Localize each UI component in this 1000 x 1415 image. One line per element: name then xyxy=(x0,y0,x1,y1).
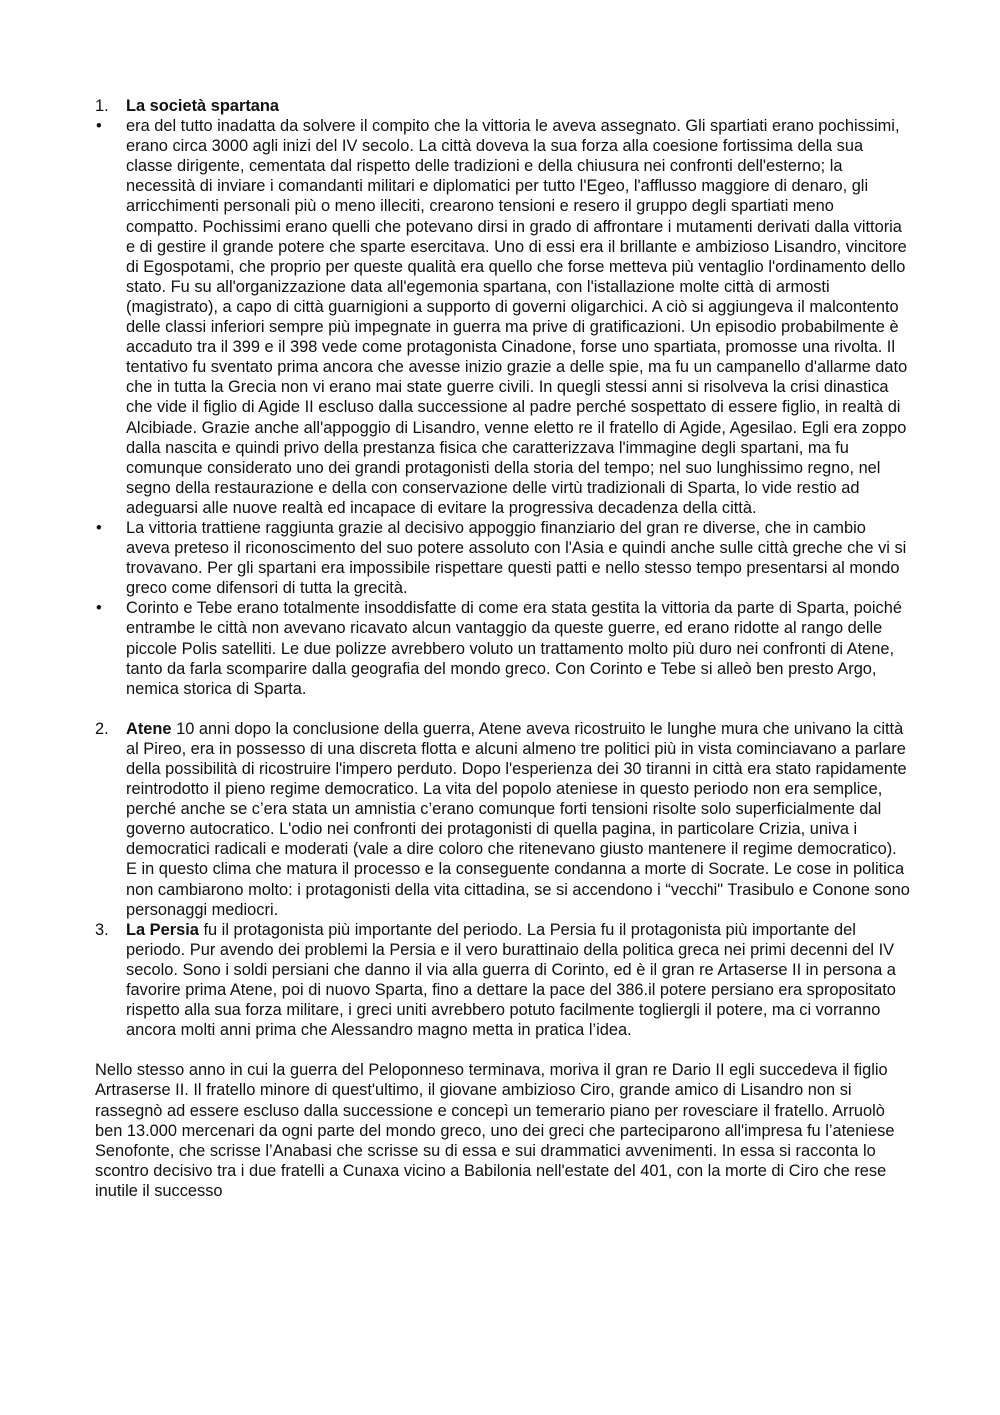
list-item-text: Corinto e Tebe erano totalmente insoddisfatte di come era stata gestita la vittoria da parte di Sparta, poiché entrambe le città non avevano ricavato alcun vantaggio da queste guerre, ed erano ridotte al rango delle piccole Polis satelliti. Le due polizze avrebbero voluto un trattamento molto più duro nei confronti di Atene, tanto da farla scomparire dalla geografia del mondo greco. Con Corinto e Tebe si alleò ben presto Argo, nemica storica di Sparta. xyxy=(126,599,902,698)
bullet-icon: • xyxy=(96,518,102,537)
bullet-icon: • xyxy=(96,599,102,618)
section-number: 2. xyxy=(95,719,109,738)
document-page xyxy=(95,96,910,1201)
list-item xyxy=(95,598,910,698)
spacer xyxy=(95,1040,910,1060)
section-persia xyxy=(95,920,910,1041)
list-item xyxy=(95,116,910,518)
section-spartan-society xyxy=(95,96,910,699)
closing-paragraph: Nello stesso anno in cui la guerra del Peloponneso terminava, moriva il gran re Dario II egli succedeva il figlio Artraserse II. Il fratello minore di quest'ultimo, il giovane ambizioso Ciro, grande amico di Lisandro non si rassegnò ad essere escluso dalla successione e concepì un temerario piano per rovesciare il fratello. Arruolò ben 13.000 mercenari da ogni parte del mondo greco, uno dei greci che parteciparono all'impresa fu l’ateniese Senofonte, che scrisse l’Anabasi che scrisse su di essa e sui drammatici avvenimenti. In essa si racconta lo scontro decisivo tra i due fratelli a Cunaxa vicino a Babilonia nell'estate del 401, con la morte di Ciro che rese inutile il successo xyxy=(95,1061,895,1200)
section-number: 3. xyxy=(95,920,109,939)
section-text: fu il protagonista più importante del periodo. La Persia fu il protagonista più importante del periodo. Pur avendo dei problemi la Persia e il vero burattinaio della politica greca nei primi decenni del IV secolo. Sono i soldi persiani che danno il via alla guerra di Corinto, ed è il gran re Artaserse II in persona a favorire prima Atene, poi di nuovo Sparta, fino a dettare la pace del 386.il potere persiano era spropositato rispetto alla sua forza militare, i greci uniti avrebbero potuto facilmente togliergli il potere, ma ci vorranno ancora molti anni prima che Alessandro magno metta in pratica l’idea. xyxy=(126,920,896,1040)
list-item-text: era del tutto inadatta da solvere il compito che la vittoria le aveva assegnato. Gli spartiati erano pochissimi, erano circa 3000 agli inizi del IV secolo. La città doveva la sua forza alla coesione fortissima della sua classe dirigente, cementata dal rispetto delle tradizioni e della chiusura nei confronti dell'esterno; la necessità di inviare i comandanti militari e diplomatici per tutto l'Egeo, l'afflusso maggiore di denaro, gli arricchimenti personali più o meno illeciti, crearono tensioni e resero il gruppo degli spartiati meno compatto. Pochissimi erano quelli che potevano dirsi in grado di affrontare i mutamenti derivati dalla vittoria e di gestire il grande potere che sparte esercitava. Uno di essi era il brillante e ambizioso Lisandro, vincitore di Egospotami, che proprio per queste qualità era quello che forse metteva più ventaglio l'ordinamento dello stato. Fu su all'organizzazione data all'egemonia spartana, con l'istallazione molte città di armosti (magistrato), a capo di città guarnigioni a supporto di governi oligarchici. A ciò si aggiungeva il malcontento delle classi inferiori sempre più impegnate in guerra ma prive di gratificazioni. Un episodio probabilmente è accaduto tra il 399 e il 398 vede come protagonista Cinadone, forse uno spartiata, promosse una rivolta. Il tentativo fu sventato prima ancora che avesse inizio grazie a delle spie, ma fu un campanello d'allarme dato che in tutta la Grecia non vi erano mai state guerre civili. In quegli stessi anni si risolveva la crisi dinastica che vide il figlio di Agide II escluso dalla successione al padre perché sospettato di essere figlio, in realtà di Alcibiade. Grazie anche all'appoggio di Lisandro, venne eletto re il fratello di Agide, Agesilao. Egli era zoppo dalla nascita e quindi privo della prestanza fisica che caratterizzava l'immagine degli spartani, ma fu comunque considerato uno dei grandi protagonisti della storia del tempo; nel suo lunghissimo regno, nel segno della restaurazione e della con conservazione delle virtù tradizionali di Sparta, lo vide restio ad adeguarsi alle nuove realtà ed incapace di evitare la progressiva decadenza della città. xyxy=(126,117,908,517)
section-text: 10 anni dopo la conclusione della guerra, Atene aveva ricostruito le lunghe mura che univano la città al Pireo, era in possesso di una discreta flotta e alcuni almeno tre politici più in vista cominciavano a parlare della possibilità di ricostruire l'impero perduto. Dopo l'esperienza dei 30 tiranni in città era stato rapidamente reintrodotto il pieno regime democratico. La vita del popolo ateniese in questo periodo non era semplice, perché anche se c’era stata un amnistia c’erano comunque forti tensioni risolte solo superficialmente dal governo autocratico. L'odio nei confronti dei protagonisti di quella pagina, in particolare Crizia, univa i democratici radicali e moderati (vale a dire coloro che ritenevano giusto mantenere il regime democratico). E in questo clima che matura il processo e la conseguente condanna a morte di Socrate. Le cose in politica non cambiarono molto: i protagonisti della vita cittadina, se si accendono i “vecchi" Trasibulo e Conone sono personaggi mediocri. xyxy=(126,719,910,919)
section-title: Atene xyxy=(126,719,172,738)
bullet-list xyxy=(95,116,910,699)
section-number: 1. xyxy=(95,97,109,115)
section-athens xyxy=(95,719,910,920)
bullet-icon: • xyxy=(96,117,102,136)
spacer xyxy=(95,699,910,719)
list-item-text: La vittoria trattiene raggiunta grazie al decisivo appoggio finanziario del gran re diverse, che in cambio aveva preteso il riconoscimento del suo potere assoluto con l'Asia e quindi anche sulle città greche che vi si trovavano. Per gli spartani era impossibile rispettare questi patti e nello stesso tempo presentarsi al mondo greco come difensori di tutta la grecità. xyxy=(126,518,907,598)
section-title: La Persia xyxy=(126,920,199,939)
section-title: La società spartana xyxy=(126,97,280,115)
list-item xyxy=(95,518,910,598)
